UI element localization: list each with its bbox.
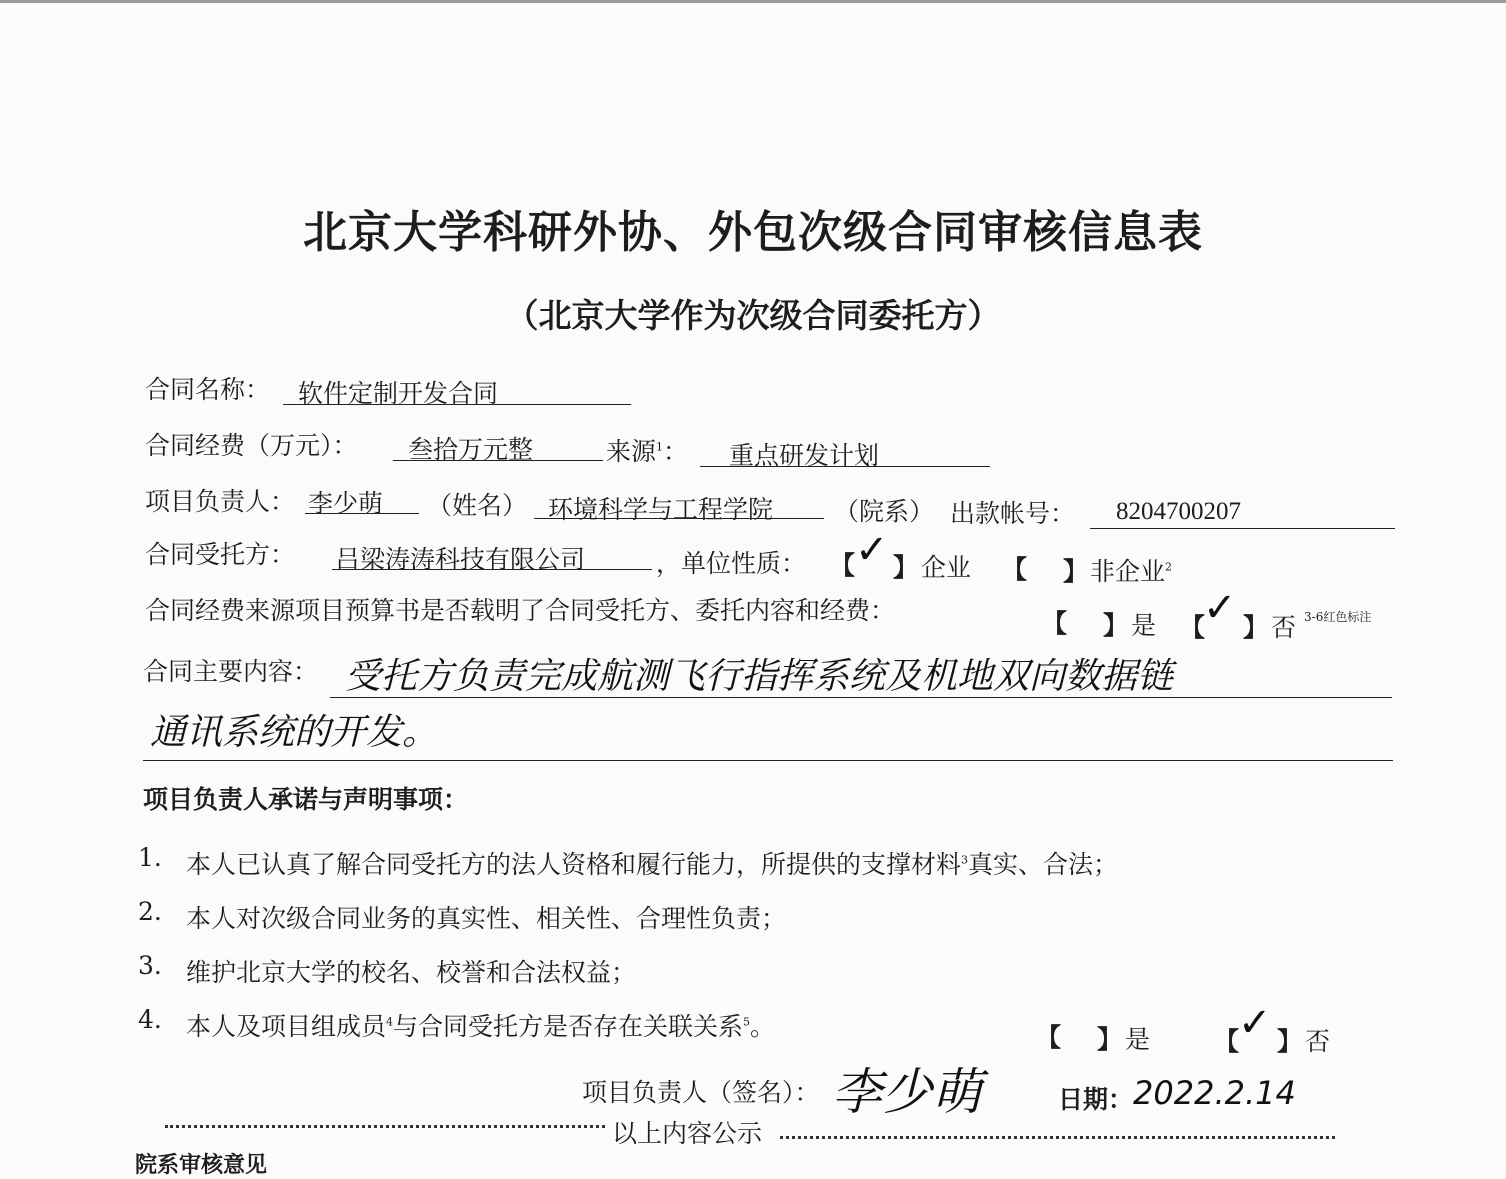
date-value: 2022.2.14 (1133, 1074, 1296, 1112)
content-handwritten-line1: 受托方负责完成航测飞行指挥系统及机地双向数据链 (345, 656, 1174, 697)
content-underline-2 (143, 760, 1393, 761)
trustee-value: 吕梁涛涛科技有限公司 (335, 545, 586, 574)
check-mark-icon: ✓ (1203, 585, 1237, 631)
dept-value: 环境科学与工程学院 (548, 495, 774, 524)
budget-note: 3-6红色标注 (1304, 610, 1372, 624)
unit-option-non-enterprise: 非企业$^2$ (1090, 557, 1173, 586)
account-value: 8204700207 (1116, 498, 1241, 525)
source-value: 重点研发计划 (729, 441, 880, 470)
budget-yes-label: 是 (1131, 611, 1157, 640)
page-title: 北京大学科研外协、外包次级合同审核信息表 (303, 207, 1203, 258)
relation-yes-label: 是 (1125, 1025, 1151, 1054)
dotted-divider-right (780, 1136, 1335, 1139)
bracket-left-relation-yes: 【 (1036, 1023, 1062, 1052)
source-underline (700, 466, 990, 467)
trustee-label: 合同受托方： (145, 540, 296, 569)
budget-question: 合同经费来源项目预算书是否载明了合同受托方、委托内容和经费： (145, 596, 896, 625)
leader-label: 项目负责人： (145, 487, 296, 516)
public-notice: 以上内容公示 (612, 1119, 763, 1148)
commitment-item-4-text: 本人及项目组成员$^4$与合同受托方是否存在关联关系$^5$。 (186, 1012, 776, 1041)
commitment-item-2-num: 2. (138, 897, 162, 926)
leader-value: 李少萌 (308, 489, 384, 518)
bracket-left-budget-no: 【 (1180, 613, 1206, 642)
contract-fee-underline (393, 460, 603, 461)
bracket-left-non-enterprise: 【 (1002, 555, 1028, 584)
dotted-divider-left (165, 1125, 605, 1128)
budget-no-label: 否 (1271, 613, 1297, 642)
signature-label: 项目负责人（签名）： (582, 1078, 820, 1107)
contract-fee-label: 合同经费（万元）： (145, 431, 358, 460)
bracket-right-relation-yes: 】 (1097, 1025, 1123, 1054)
commitment-item-1-text: 本人已认真了解合同受托方的法人资格和履行能力，所提供的支撑材料$^3$真实、合法； (186, 850, 1119, 879)
account-underline (1090, 528, 1395, 529)
contract-name-underline (283, 404, 631, 405)
commitment-item-2-text: 本人对次级合同业务的真实性、相关性、合理性负责； (186, 904, 787, 933)
unit-type-label: ，单位性质： (656, 549, 807, 578)
trustee-underline (332, 569, 652, 570)
content-underline-1 (330, 697, 1392, 698)
unit-option-enterprise: 企业 (921, 553, 972, 582)
signature-handwritten: 李少萌 (832, 1063, 982, 1121)
leader-underline (305, 513, 419, 514)
bracket-right-budget-no: 】 (1243, 613, 1269, 642)
bracket-right-relation-no: 】 (1277, 1027, 1303, 1056)
content-label: 合同主要内容： (143, 657, 319, 686)
page-subtitle: （北京大学作为次级合同委托方） (505, 296, 1001, 335)
bracket-left-budget-yes: 【 (1042, 609, 1068, 638)
bracket-right-non-enterprise: 】 (1063, 557, 1089, 586)
content-handwritten-line2: 通讯系统的开发。 (150, 712, 439, 753)
commitment-item-1-num: 1. (138, 843, 162, 872)
relation-no-label: 否 (1305, 1027, 1331, 1056)
commitment-item-3-text: 维护北京大学的校名、校誉和合法权益； (186, 958, 637, 987)
dept-hint: （院系） (834, 497, 935, 526)
scan-edge (0, 0, 1506, 3)
commitment-item-3-num: 3. (138, 951, 162, 980)
check-mark-icon: ✓ (855, 527, 889, 573)
contract-name-value: 软件定制开发合同 (298, 379, 499, 408)
bracket-left-enterprise: 【 (830, 551, 856, 580)
bracket-right-budget-yes: 】 (1103, 611, 1129, 640)
contract-fee-value: 叁拾万元整 (408, 435, 534, 464)
dept-underline (534, 518, 824, 519)
commitment-item-4-num: 4. (138, 1005, 162, 1034)
check-mark-icon: ✓ (1238, 1000, 1272, 1046)
bracket-left-relation-no: 【 (1214, 1027, 1240, 1056)
source-label: 来源$^1$： (606, 437, 689, 466)
next-section-heading: 院系审核意见 (135, 1153, 268, 1178)
bracket-right-enterprise: 】 (893, 553, 919, 582)
name-hint: （姓名） (427, 491, 528, 520)
date-label: 日期： (1058, 1085, 1134, 1114)
account-label: 出款帐号： (950, 499, 1076, 528)
contract-name-label: 合同名称： (145, 375, 271, 404)
commitment-heading: 项目负责人承诺与声明事项： (143, 785, 469, 814)
